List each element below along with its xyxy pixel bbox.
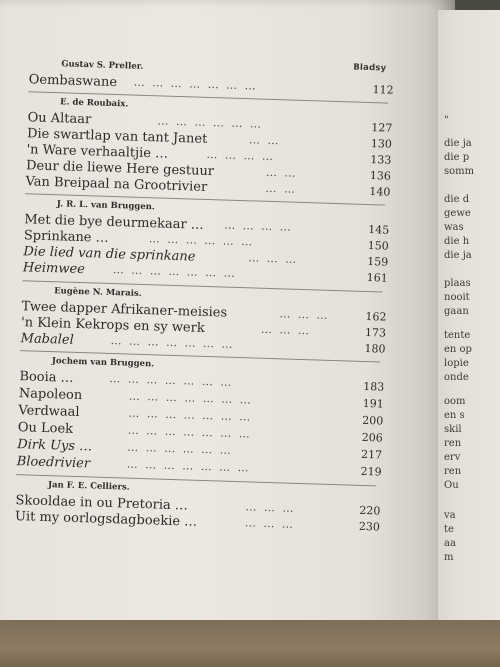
right-page-text-fragment: was xyxy=(444,222,464,233)
entry-title: Met die bye deurmekaar … xyxy=(24,212,205,233)
entry-title: Van Breipaal na Grootrivier xyxy=(25,174,208,195)
right-page-text-fragment: gaan xyxy=(444,306,469,317)
entry-title: Skooldae in ou Pretoria … xyxy=(15,493,189,514)
leader-dots: … … … … xyxy=(206,147,276,164)
leader-dots: … … … xyxy=(279,307,330,322)
leader-dots: … … xyxy=(265,181,298,196)
right-page-text-fragment: te xyxy=(444,524,454,535)
entry-title: Booia … xyxy=(19,369,74,386)
right-page-text-fragment: onde xyxy=(444,372,469,383)
right-page-text-fragment: ren xyxy=(444,466,462,477)
entry-page-number: 206 xyxy=(361,430,383,445)
leader-dots: … … … … … … … xyxy=(126,457,251,475)
author-heading: Eugène N. Marais. xyxy=(53,286,142,299)
right-page-text-fragment: oom xyxy=(444,396,466,407)
entry-title: Oembaswane xyxy=(28,72,118,91)
right-page-text-fragment: erv xyxy=(444,452,461,463)
right-page-text-fragment: Ou xyxy=(444,480,459,491)
right-page-text-fragment: ren xyxy=(444,438,462,449)
entry-page-number: 191 xyxy=(362,396,384,411)
entry-title: Sprinkane … xyxy=(23,228,109,246)
entry-page-number: 140 xyxy=(369,185,391,199)
entry-page-number: 159 xyxy=(367,255,389,269)
entry-page-number: 219 xyxy=(360,464,382,479)
entry-page-number: 130 xyxy=(370,137,393,151)
leader-dots: … … … … … … … xyxy=(109,371,234,389)
leader-dots: … … … xyxy=(260,322,312,338)
entry-page-number: 162 xyxy=(365,309,387,324)
right-page-text-fragment: lopie xyxy=(444,358,469,369)
author-heading: Jan F. E. Celliers. xyxy=(47,480,130,493)
author-heading: Gustav S. Preller. xyxy=(61,59,144,72)
entry-title: Ou Loek xyxy=(17,420,74,437)
entry-title: Uit my oorlogsdagboekie … xyxy=(14,509,198,530)
right-page-text-fragment: die ja xyxy=(444,250,472,261)
right-page-text-fragment: die d xyxy=(444,194,470,205)
leader-dots: … … … … … … … xyxy=(112,263,237,280)
author-heading: J. R. L. van Bruggen. xyxy=(56,199,155,213)
entry-page-number: 161 xyxy=(366,271,388,285)
entry-page-number: 230 xyxy=(358,519,381,534)
leader-dots: … … … … … … … xyxy=(127,423,252,441)
entry-title: 'n Ware verhaaltjie … xyxy=(26,142,169,162)
right-page-text-fragment: die h xyxy=(444,236,470,247)
right-page-text-fragment: aa xyxy=(444,538,456,549)
entry-title: Die lied van die sprinkane xyxy=(23,244,196,265)
leader-dots: … … … … … … xyxy=(148,232,255,249)
entry-title: Mabalel xyxy=(20,331,74,348)
entry-page-number: 180 xyxy=(364,341,386,356)
leader-dots: … … … xyxy=(244,516,296,531)
right-page-text-fragment: " xyxy=(444,115,449,126)
right-page-text-fragment: nooit xyxy=(444,292,470,303)
leader-dots: … … … … … … xyxy=(157,114,264,131)
leader-dots: … … xyxy=(248,133,281,148)
leader-dots: … … … xyxy=(248,251,299,266)
entry-page-number: 183 xyxy=(363,379,385,394)
entry-title: Deur die liewe Here gestuur xyxy=(25,158,215,180)
entry-page-number: 112 xyxy=(372,83,394,97)
entry-title: Ou Altaar xyxy=(27,110,92,128)
right-page-text-fragment: gewe xyxy=(444,208,471,219)
right-page-text-fragment: die p xyxy=(444,152,470,163)
toc-entry xyxy=(28,72,393,99)
right-page-text-fragment: skil xyxy=(444,424,462,435)
leader-dots: … … … … xyxy=(224,218,293,234)
right-page-text-fragment: en op xyxy=(444,344,472,355)
leader-dots: … … … … … … … xyxy=(133,75,258,93)
entry-title: Bloedrivier xyxy=(16,454,91,472)
entry-page-number: 173 xyxy=(364,325,387,340)
right-page-text-fragment: somm xyxy=(444,166,475,177)
entry-page-number: 136 xyxy=(369,169,392,183)
right-page-text-fragment: tente xyxy=(444,330,471,341)
entry-page-number: 145 xyxy=(368,223,390,237)
entry-page-number: 200 xyxy=(362,413,384,428)
leader-dots: … … … … … … xyxy=(127,440,233,457)
entry-page-number: 127 xyxy=(371,121,393,135)
entry-title: Verdwaal xyxy=(18,403,80,421)
right-page-text-fragment: m xyxy=(444,552,454,563)
right-page-text-fragment: die ja xyxy=(444,138,472,149)
entry-page-number: 133 xyxy=(370,153,392,167)
leader-dots: … … … … … … … xyxy=(128,406,253,424)
leader-dots: … … … xyxy=(245,500,296,515)
author-heading: Jochem van Bruggen. xyxy=(51,356,155,370)
entry-title: Napoleon xyxy=(18,386,83,404)
entry-page-number: 217 xyxy=(360,447,383,462)
author-heading: E. de Roubaix. xyxy=(59,97,129,110)
right-page-text-fragment: plaas xyxy=(444,278,471,289)
leader-dots: … … … … … … … xyxy=(128,389,253,407)
entry-title: Heimwee xyxy=(22,260,86,278)
leader-dots: … … … … … … … xyxy=(110,333,235,351)
leader-dots: … … xyxy=(265,165,298,180)
entry-page-number: 150 xyxy=(367,239,389,253)
entry-title: 'n Klein Kekrops en sy werk xyxy=(20,315,205,336)
page-column-header: Bladsy xyxy=(353,62,387,74)
right-page-text-fragment: en s xyxy=(444,410,465,421)
entry-page-number: 220 xyxy=(359,503,381,518)
entry-title: Twee dapper Afrikaner-meisies xyxy=(21,299,228,321)
entry-title: Dirk Uys … xyxy=(17,437,93,455)
right-page-text-fragment: va xyxy=(444,510,456,521)
entry-title: Die swartlap van tant Janet xyxy=(26,126,208,147)
